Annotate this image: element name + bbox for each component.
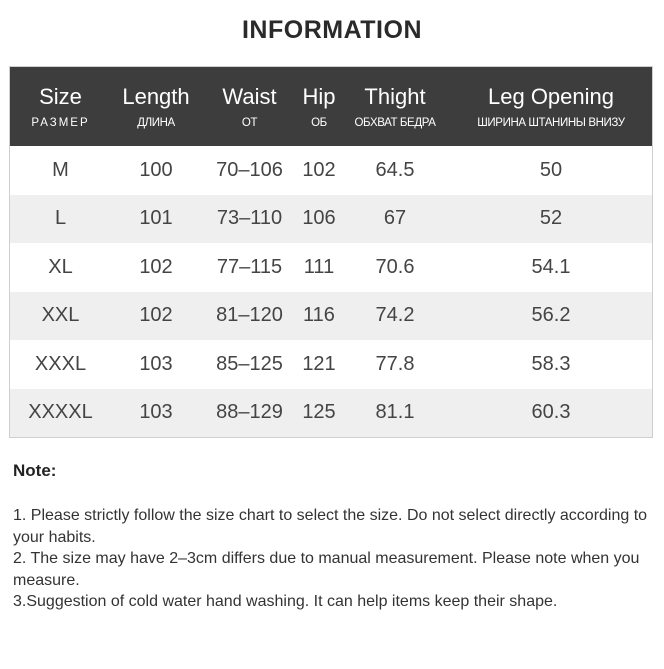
cell-length: 101	[139, 207, 173, 230]
cell-length: 102	[139, 255, 173, 278]
cell-waist: 70–106	[216, 158, 283, 181]
header-length-ru: ДЛИНА	[137, 117, 175, 129]
note-line: 2. The size may have 2–3cm differs due to manual measurement. Please note when you measure.	[13, 550, 640, 589]
table-row	[10, 195, 652, 244]
table-row	[10, 146, 652, 195]
cell-waist: 88–129	[216, 401, 283, 424]
header-length	[111, 67, 201, 146]
header-waist-ru: ОТ	[241, 117, 258, 129]
cell-thight: 67	[383, 207, 407, 230]
cell-size: XXXL	[34, 352, 87, 375]
cell-waist: 85–125	[216, 352, 283, 375]
cell-hip: 106	[302, 207, 336, 230]
header-thight-en: Thight	[364, 84, 426, 109]
cell-length: 103	[139, 352, 173, 375]
cell-thight: 77.8	[375, 352, 415, 375]
cell-thight: 64.5	[375, 158, 415, 181]
cell-leg-opening: 54.1	[531, 255, 571, 278]
header-length-en: Length	[122, 84, 190, 109]
header-hip-en: Hip	[302, 84, 336, 109]
cell-hip: 121	[302, 352, 336, 375]
cell-length: 102	[139, 304, 173, 327]
table-row	[10, 292, 652, 341]
cell-hip: 116	[303, 304, 335, 327]
cell-size: M	[52, 158, 69, 181]
header-hip	[298, 67, 340, 146]
note-line: 1. Please strictly follow the size chart to select the size. Do not select directly according to your habits.	[13, 507, 648, 546]
table-header-row	[10, 67, 652, 146]
note-line: 3.Suggestion of cold water hand washing. It can help items keep their shape.	[13, 593, 558, 611]
table-row	[10, 243, 652, 292]
cell-size: XL	[48, 255, 73, 278]
header-hip-ru: ОБ	[311, 117, 327, 129]
header-waist	[201, 67, 298, 146]
table-row	[10, 389, 652, 438]
cell-thight: 81.1	[375, 401, 415, 424]
cell-size: L	[54, 207, 67, 230]
header-size-en: Size	[39, 84, 82, 109]
cell-leg-opening: 50	[539, 158, 563, 181]
table-row	[10, 340, 652, 389]
cell-leg-opening: 58.3	[531, 352, 571, 375]
cell-hip: 102	[302, 158, 336, 181]
header-thight	[340, 67, 450, 146]
cell-thight: 70.6	[375, 255, 415, 278]
cell-size: XXL	[41, 304, 80, 327]
cell-size: XXXXL	[28, 401, 93, 424]
note-heading: Note:	[13, 461, 57, 480]
cell-leg-opening: 56.2	[531, 304, 571, 327]
cell-length: 103	[139, 401, 173, 424]
header-leg-opening-en: Leg Opening	[488, 84, 614, 109]
header-size-ru: РАЗМЕР	[31, 117, 90, 129]
cell-hip: 111	[303, 255, 335, 278]
page-title: INFORMATION	[241, 16, 422, 44]
cell-waist: 73–110	[216, 207, 283, 230]
cell-leg-opening: 60.3	[531, 401, 571, 424]
header-size	[10, 67, 111, 146]
cell-waist: 81–120	[216, 304, 283, 327]
cell-waist: 77–115	[216, 255, 283, 278]
cell-thight: 74.2	[375, 304, 415, 327]
header-leg-opening	[450, 67, 652, 146]
header-thight-ru: ОБХВАТ БЕДРА	[354, 117, 436, 129]
header-waist-en: Waist	[222, 84, 277, 109]
header-leg-opening-ru: ШИРИНА ШТАНИНЫ ВНИЗУ	[477, 117, 625, 129]
size-chart-table	[9, 66, 653, 438]
note-body	[13, 505, 653, 613]
cell-length: 100	[139, 158, 173, 181]
cell-leg-opening: 52	[539, 207, 563, 230]
cell-hip: 125	[302, 401, 336, 424]
